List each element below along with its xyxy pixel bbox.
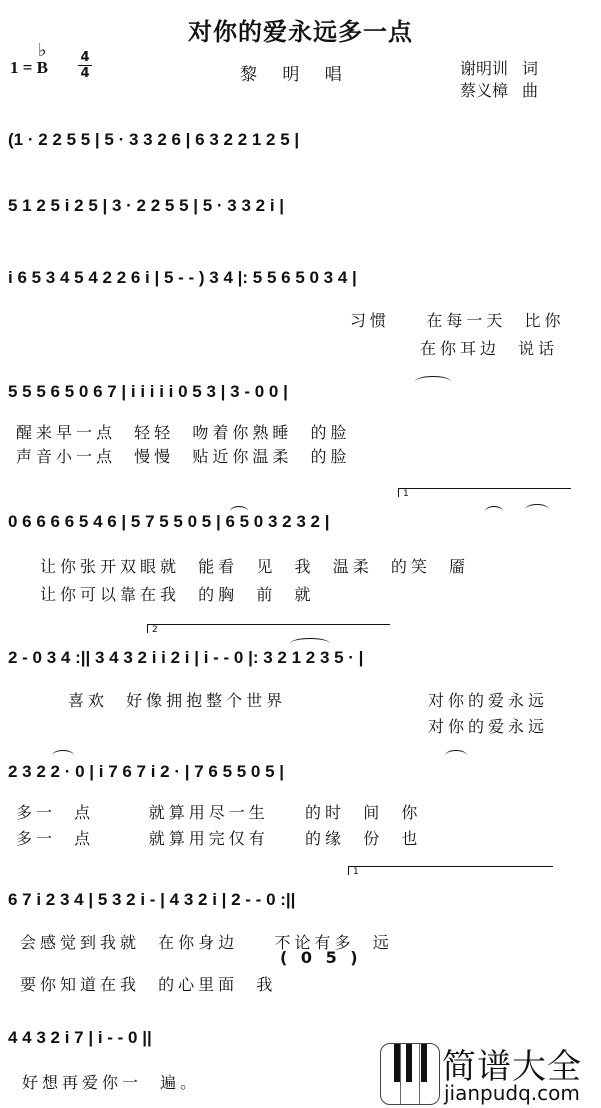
lyrics-verse-1: 喜欢 好像拥抱整个世界 — [68, 691, 287, 710]
time-sig-top: 4 — [80, 50, 90, 65]
lyrics-verse-2: 让你可以靠在我 的胸 前 就 — [40, 585, 315, 604]
key-signature: 1 = B — [10, 58, 49, 77]
song-title: 对你的爱永远多一点 — [188, 18, 413, 46]
slur — [52, 750, 74, 761]
notation-line: 6 7 i 2 3 4 | 5 3 2 i - | 4 3 2 i | 2 - - 0 :|| — [8, 890, 296, 909]
lyrics-verse-1: 醒来早一点 轻轻 吻着你熟睡 的脸 — [16, 423, 351, 442]
brand-name-cn: 简谱大全 — [442, 1047, 582, 1087]
slur — [445, 750, 467, 761]
notation-line: 2 - 0 3 4 :|| 3 4 3 2 i i 2 i | i - - 0 |: 3 2 1 2 3 5 · | — [8, 648, 364, 667]
lyrics-verse-2: 要你知道在我 的心里面 我 — [20, 975, 277, 994]
score-row-4 — [0, 382, 601, 466]
score-row-3 — [0, 268, 601, 358]
notation-line: (1 · 2 2 5 5 | 5 · 3 3 2 6 | 6 3 2 2 1 2 5 | — [8, 130, 300, 149]
lyrics-verse-1: 多一 点 就算用尽一生 的时 间 你 — [16, 803, 422, 822]
composer-name: 蔡义樟 — [460, 81, 509, 100]
watermark-logo — [380, 1035, 601, 1108]
lyrics-chorus-2: 对你的爱永远 — [428, 717, 549, 736]
score-row-1 — [0, 130, 601, 170]
lyrics-final: 好想再爱你一 遍。 — [22, 1073, 201, 1092]
lyrics-verse-2: 多一 点 就算用完仅有 的缘 份 也 — [16, 829, 422, 848]
notation-line: i 6 5 3 4 5 4 2 2 6 i | 5 - - ) 3 4 |: 5 5 6 5 0 3 4 | — [8, 268, 357, 287]
notation-line: 5 1 2 5 i 2 5 | 3 · 2 2 5 5 | 5 · 3 3 2 i | — [8, 196, 285, 215]
composer-role: 曲 — [522, 81, 539, 100]
time-sig-bottom: 4 — [78, 65, 92, 81]
volta-bracket: 1 — [348, 866, 553, 875]
lyrics-verse-2: 声音小一点 慢慢 贴近你温柔 的脸 — [16, 447, 351, 466]
notation-line: 4 4 3 2 i 7 | i - - 0 || — [8, 1028, 152, 1047]
score-row-7 — [0, 762, 601, 848]
piano-icon — [380, 1043, 440, 1105]
lyrics-verse-1: 习惯 在每一天 比你 — [350, 311, 565, 330]
notation-line: 2 3 2 2 · 0 | i 7 6 7 i 2 · | 7 6 5 5 0 5 | — [8, 762, 285, 781]
time-signature — [78, 50, 92, 81]
rest-insert: ( 0 5 ) — [280, 948, 362, 967]
volta-bracket: 2 — [147, 624, 390, 633]
score-row-6 — [0, 625, 601, 736]
lyrics-chorus-1: 对你的爱永远 — [428, 691, 549, 710]
notation-line: 5 5 5 6 5 0 6 7 | i i i i i 0 5 3 | 3 - 0 0 | — [8, 382, 288, 401]
lyrics-verse-1: 会感觉到我就 在你身边 不论有多 远 — [20, 933, 393, 952]
singer: 黎 明 唱 — [240, 65, 352, 85]
lyrics-verse-2: 在你耳边 说话 — [420, 339, 559, 358]
score-row-5 — [0, 489, 601, 604]
lyricist-name: 谢明训 — [460, 59, 509, 78]
volta-bracket: 1 — [398, 488, 571, 497]
score-row-8 — [0, 867, 601, 994]
flat-symbol: ♭ — [38, 40, 47, 61]
notation-line: 0 6 6 6 6 5 4 6 | 5 7 5 5 0 5 | 6 5 0 3 2 3 2 | — [8, 512, 330, 531]
credits — [460, 58, 538, 102]
brand-url: jianpudq.com — [444, 1081, 580, 1105]
lyricist-role: 词 — [522, 59, 539, 78]
lyrics-verse-1: 让你张开双眼就 能看 见 我 温柔 的笑 靥 — [40, 557, 470, 576]
score-row-2 — [0, 196, 601, 236]
